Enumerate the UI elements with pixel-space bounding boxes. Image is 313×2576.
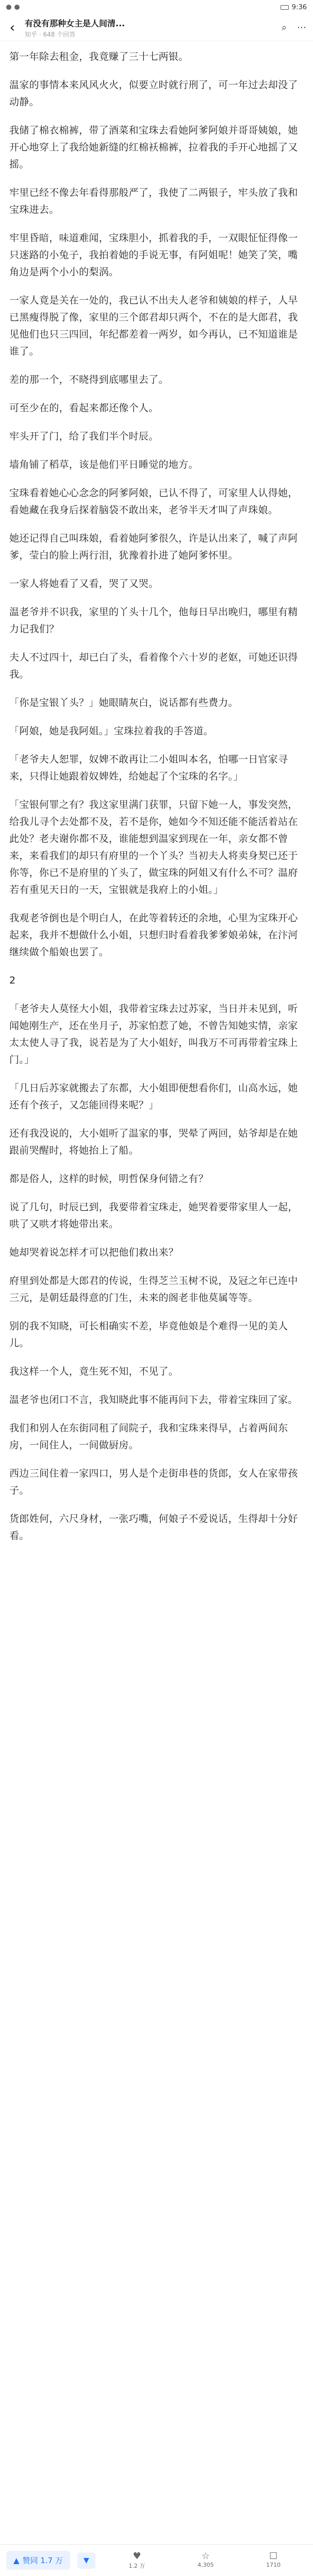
action-count: 1710 xyxy=(266,2561,281,2568)
article-paragraph: 我们和别人在东街同租了间院子，我和宝珠来得早，占着两间东房，一间住人，一间做厨房。 xyxy=(9,1422,288,1451)
article-paragraph: 「老爷夫人恕罪，奴婢不敢再让二小姐叫本名，怕哪一日官家寻来，只得让她跟着奴婢姓，给她起了个宝珠的名字。」 xyxy=(9,754,288,782)
app-icon xyxy=(14,5,20,10)
nav-titles[interactable] xyxy=(25,17,273,39)
article-paragraph: 说了几句，时辰已到，我要带着宝珠走，她哭着要带家里人一起，哄了又哄才将她带出来。 xyxy=(9,1201,298,1230)
article-paragraph: 货郎姓何，六尺身材，一张巧嘴，何娘子不爱说话，生得却十分好看。 xyxy=(9,1513,298,1541)
nav-actions xyxy=(278,22,308,34)
article-paragraph: 我观老爷倒也是个明白人，在此等着转还的余地，心里为宝珠开心起来，我并不想做什么小姐，只想归时看着我爹爹娘弟妹，在汴河继续做个船娘也罢了。 xyxy=(9,912,298,958)
action-count: 1.2 万 xyxy=(128,2562,145,2569)
article-paragraph: 「你是宝银丫头？」她眼睛灰白，说话都有些费力。 xyxy=(9,697,238,708)
article-paragraph: 温家的事情本来风风火火，似要立时就行刑了，可一年过去却没了动静。 xyxy=(9,79,298,108)
comment-icon: ☐ xyxy=(269,2550,278,2562)
battery-icon xyxy=(281,5,289,10)
article-paragraph: 「老爷夫人莫怪大小姐，我带着宝珠去过苏家，当日并未见到，听闻她刚生产，还在坐月子，苏家怕惹了她，不曾告知她实情，亲家太太使人寻了我，说若是为了大小姐好，叫我万不可再带着宝珠上门。」 xyxy=(9,1003,298,1065)
article-paragraph: 她却哭着说怎样才可以把他们救出来？ xyxy=(9,1247,179,1258)
status-right xyxy=(281,4,307,11)
star-icon: ☆ xyxy=(201,2550,210,2562)
heart-icon: ♥ xyxy=(133,2550,141,2562)
article-paragraph: 宝珠看着她心心念念的阿爹阿娘，已认不得了，可家里人认得她，看她藏在我身后探着脑袋不敢出来，老爷半天才叫了声珠娘。 xyxy=(9,487,298,516)
article-paragraph: 府里到处都是大郎君的传说，生得芝兰玉树不说，及冠之年已连中三元，是朝廷最得意的门生，未来的阁老非他莫属等等。 xyxy=(9,1275,298,1303)
article-paragraph: 墙角铺了稻草，该是他们平日睡觉的地方。 xyxy=(9,459,199,470)
status-bar xyxy=(0,0,313,14)
action-count: 4,305 xyxy=(197,2561,214,2568)
article-paragraph: 可至少在的，看起来都还像个人。 xyxy=(9,402,159,414)
article-paragraph: 都是俗人，这样的时候，明哲保身何错之有？ xyxy=(9,1173,209,1184)
article-paragraph: 温老爷并不识我，家里的丫头十几个，他每日早出晚归，哪里有精力记我们？ xyxy=(9,606,298,635)
nav-bar xyxy=(0,14,313,41)
downvote-button[interactable]: ▼ xyxy=(77,2552,95,2569)
article-paragraph: 2 xyxy=(9,975,16,986)
upvote-label: 赞同 1.7 万 xyxy=(22,2556,63,2565)
chevron-left-icon: ‹ xyxy=(9,20,15,36)
article-paragraph: 「几日后苏家就搬去了东都，大小姐即便想看你们，山高水远，她还有个孩子，又怎能回得来呢？」 xyxy=(9,1082,298,1111)
article-paragraph: 温老爷也闭口不言，我知晓此事不能再问下去，带着宝珠回了家。 xyxy=(9,1394,298,1405)
answer-content xyxy=(0,41,313,2566)
article-paragraph: 第一年除去租金，我竟赚了三十七两银。 xyxy=(9,51,189,62)
article-paragraph: 「阿娘，她是我阿姐。」宝珠拉着我的手答道。 xyxy=(9,725,213,737)
more-icon[interactable]: ⋯ xyxy=(297,22,306,33)
question-title[interactable]: 有没有那种女主是人间清... xyxy=(25,18,125,28)
article-paragraph: 还有我没说的，大小姐听了温家的事，哭晕了两回，姑爷却是在她跟前哭醒时，将她抬上了船。 xyxy=(9,1128,298,1156)
article-paragraph: 我储了棉衣棉裤，带了酒菜和宝珠去看她阿爹阿娘并哥哥姨娘，她开心地穿上了我给她新缝的红棉袄棉裤，拉着我的手开心地摇了又摇。 xyxy=(9,125,298,170)
article-paragraph: 牢里已经不像去年看得那般严了，我使了二两银子，牢头放了我和宝珠进去。 xyxy=(9,187,298,215)
article-paragraph: 一家人竟是关在一处的，我已认不出夫人老爷和姨娘的样子，人早已黑瘦得脱了像，家里的三个郎君却只两个，不在的是大郎君，我见他们也只三四回，年纪都差着一两岁，如今再认，已不知道谁是谁了。 xyxy=(9,295,298,357)
heart-button[interactable] xyxy=(129,2551,145,2570)
article-paragraph: 西边三间住着一家四口，男人是个走街串巷的货郎，女人在家带孩子。 xyxy=(9,1468,298,1496)
article-paragraph: 牢头开了门，给了我们半个时辰。 xyxy=(9,431,159,442)
status-time: 9:36 xyxy=(291,3,307,11)
back-button[interactable] xyxy=(5,21,20,35)
status-left xyxy=(6,5,20,10)
action-group xyxy=(103,2551,307,2570)
article-paragraph: 一家人将她看了又看，哭了又哭。 xyxy=(9,578,159,589)
comment-button[interactable] xyxy=(266,2551,281,2570)
bottom-action-bar xyxy=(0,2544,313,2576)
question-subtitle: 知乎 · 648 个回答 xyxy=(25,30,76,38)
article-paragraph: 「宝银何罪之有？我这家里满门获罪，只留下她一人，事发突然，给我儿寻个去处都不及，若不是你，她如今不知还能不能活着站在此处？老夫谢你都不及，谁能想到温家到现在一年，亲女都不曾来，来看我们的却只有府里的一个丫头？当初夫人将卖身契已还于你等，你已不是府里的丫头了，做宝珠的阿姐又有什么不可？温府若有重见天日的一天，宝银就是我府上的小姐。」 xyxy=(9,799,298,895)
notification-icon xyxy=(6,5,11,10)
article-paragraph: 别的我不知晓，可长相确实不差，毕竟他娘是个难得一见的美人儿。 xyxy=(9,1320,288,1349)
star-button[interactable] xyxy=(197,2551,214,2570)
article-paragraph: 夫人不过四十，却已白了头，看着像个六十岁的老妪，可她还识得我。 xyxy=(9,652,298,680)
upvote-icon: ▲ xyxy=(13,2555,20,2565)
article-paragraph: 牢里昏暗，味道难闻，宝珠胆小，抓着我的手，一双眼怔怔得像一只迷路的小兔子，我拍着她的手说无事，有阿姐呢！她笑了笑，嘴角边是两个小小的梨涡。 xyxy=(9,232,298,278)
article-paragraph: 我这样一个人，竟生死不知，不见了。 xyxy=(9,1366,179,1377)
article-paragraph: 差的那一个，不晓得到底哪里去了。 xyxy=(9,374,169,385)
article-paragraph: 她还记得自己叫珠娘，看着她阿爹很久，许是认出来了，喊了声阿爹，莹白的脸上两行泪，犹豫着扑进了她阿爹怀里。 xyxy=(9,533,298,561)
upvote-button[interactable] xyxy=(6,2551,70,2570)
search-icon[interactable]: ⌕ xyxy=(281,22,287,33)
